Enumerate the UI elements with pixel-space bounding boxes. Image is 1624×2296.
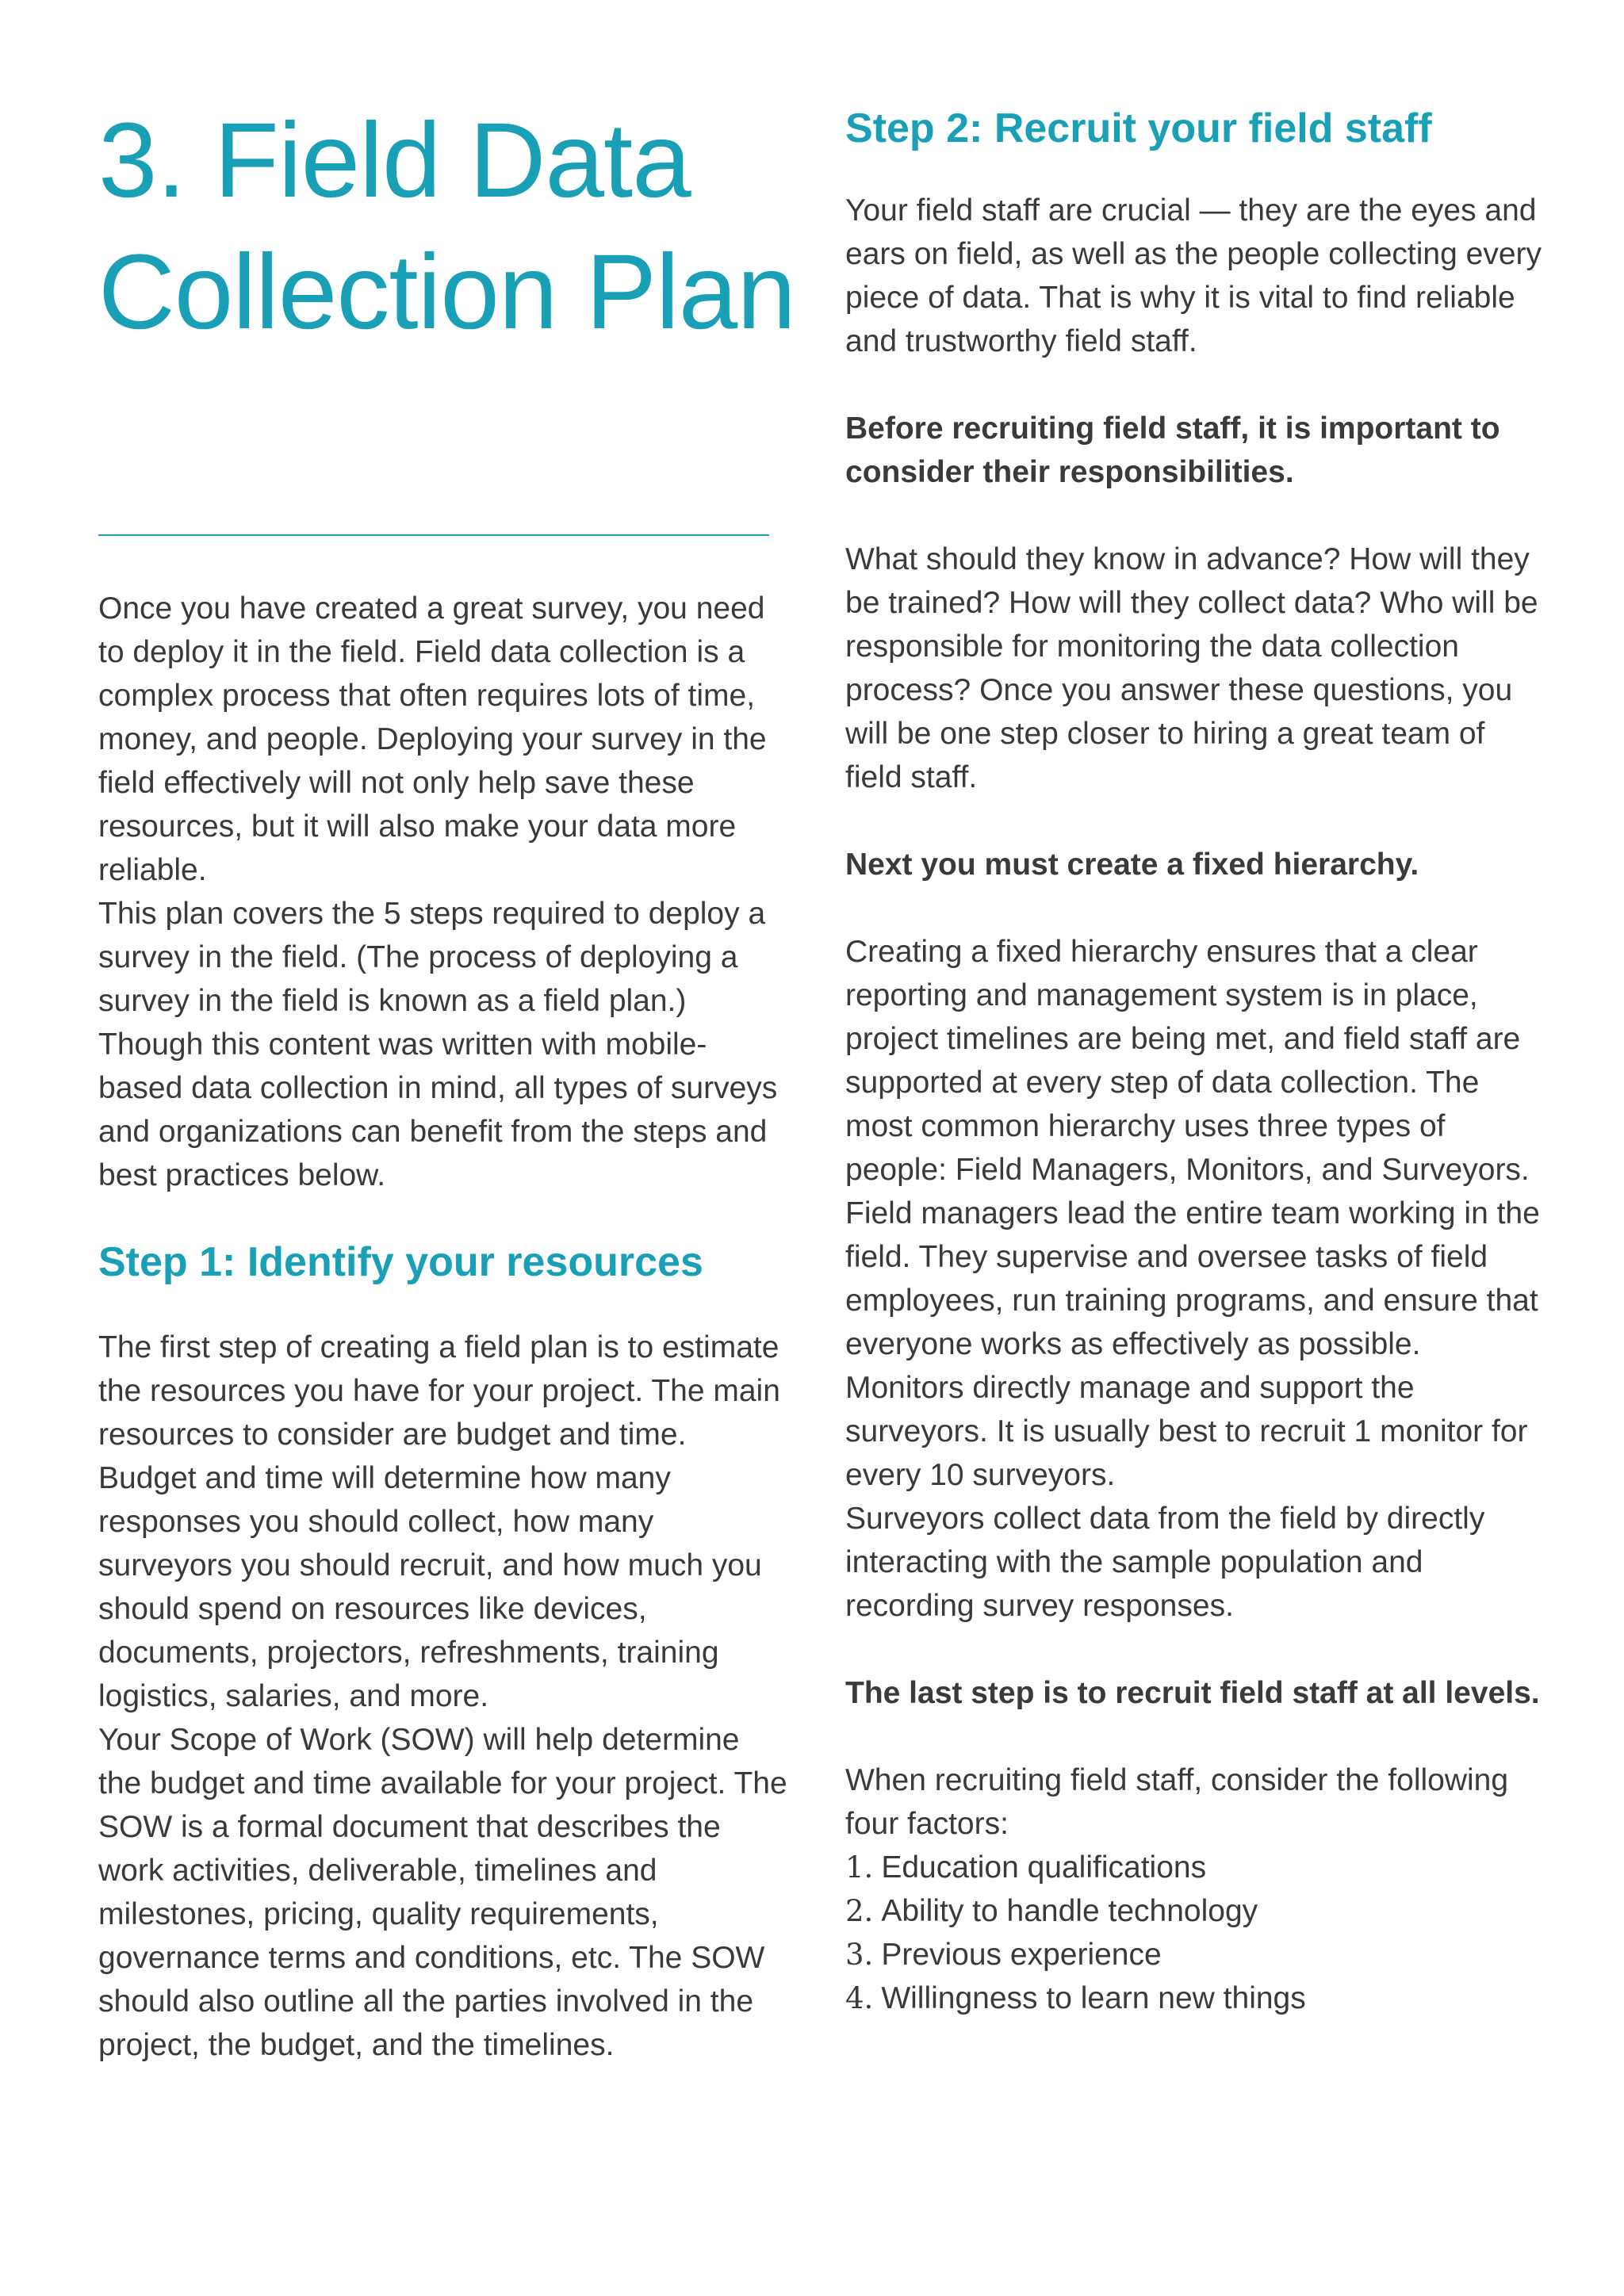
list-item: 1. Education qualifications <box>845 1850 1207 1885</box>
step1-paragraph-1: The first step of creating a field plan is to estimate the resources you have for your project. The main resources to consider are budget and time. <box>98 1330 780 1452</box>
factors-list <box>845 1846 1543 2020</box>
step2-paragraph-1: Your field staff are crucial — they are the eyes and ears on field, as well as the people collecting every piece of data. That is why it is vital to find reliable and trustworthy field staff. <box>845 193 1542 358</box>
page-title: 3. Field Data Collection Plan <box>98 101 795 351</box>
step2-heading: Step 2: Recruit your field staff <box>845 105 1432 151</box>
step2-paragraph-4: Field managers lead the entire team working in the field. They supervise and oversee tasks of field employees, run training programs, and ensure that everyone works as effectively as possible. <box>845 1196 1540 1361</box>
list-item: 2. Ability to handle technology <box>845 1894 1258 1928</box>
list-item: 4. Willingness to learn new things <box>845 1981 1306 2015</box>
step2-section <box>845 103 1543 2020</box>
step1-heading: Step 1: Identify your resources <box>98 1239 703 1285</box>
title-divider <box>98 534 769 536</box>
step2-paragraph-6: Surveyors collect data from the field by directly interacting with the sample population and recording survey responses. <box>845 1502 1485 1623</box>
step2-emphasis-responsibilities: Before recruiting field staff, it is important to consider their responsibilities. <box>845 411 1500 489</box>
step2-paragraph-3: Creating a fixed hierarchy ensures that a clear reporting and management system is in place, project timelines are being met, and field staff are supported at every step of data collection. The most common hierarchy uses three types of people: Field Managers, Monitors, and Surveyors. <box>845 935 1530 1187</box>
step2-paragraph-2: What should they know in advance? How will they be trained? How will they collect data? Who will be responsible for monitoring the data collection process? Once you answer these questions, you will be one step closer to hiring a great team of field staff. <box>845 542 1538 794</box>
step1-paragraph-2: Budget and time will determine how many responses you should collect, how many surveyors you should recruit, and how much you should spend on resources like devices, documents, projectors, refreshments, training logistics, salaries, and more. <box>98 1461 762 1713</box>
intro-paragraph-1: Once you have created a great survey, you need to deploy it in the field. Field data collection is a complex process that often requires lots of time, money, and people. Deploying your survey in the field effectively will not only help save these resources, but it will also make your data more reliable. <box>98 591 767 887</box>
step2-paragraph-5: Monitors directly manage and support the surveyors. It is usually best to recruit 1 monitor for every 10 surveyors. <box>845 1371 1528 1492</box>
step2-emphasis-hierarchy: Next you must create a fixed hierarchy. <box>845 848 1419 882</box>
step1-paragraph-3: Your Scope of Work (SOW) will help determine the budget and time available for your project. The SOW is a formal document that describes the work activities, deliverable, timelines and milestones, pricing, quality requirements, governance terms and conditions, etc. The SOW should also outline all the parties involved in the project, the budget, and the timelines. <box>98 1723 787 2062</box>
step2-paragraph-7: When recruiting field staff, consider the following four factors: <box>845 1763 1509 1841</box>
intro-paragraph-2: This plan covers the 5 steps required to deploy a survey in the field. (The process of deploying a survey in the field is known as a field plan.) Though this content was written with mobile-based data collection in mind, all types of surveys and organizations can benefit from the steps and best practices below. <box>98 897 778 1192</box>
step1-section <box>98 1237 788 2067</box>
intro-section <box>98 587 788 1197</box>
step2-emphasis-recruit: The last step is to recruit field staff at all levels. <box>845 1676 1540 1710</box>
list-item: 3. Previous experience <box>845 1938 1162 1972</box>
